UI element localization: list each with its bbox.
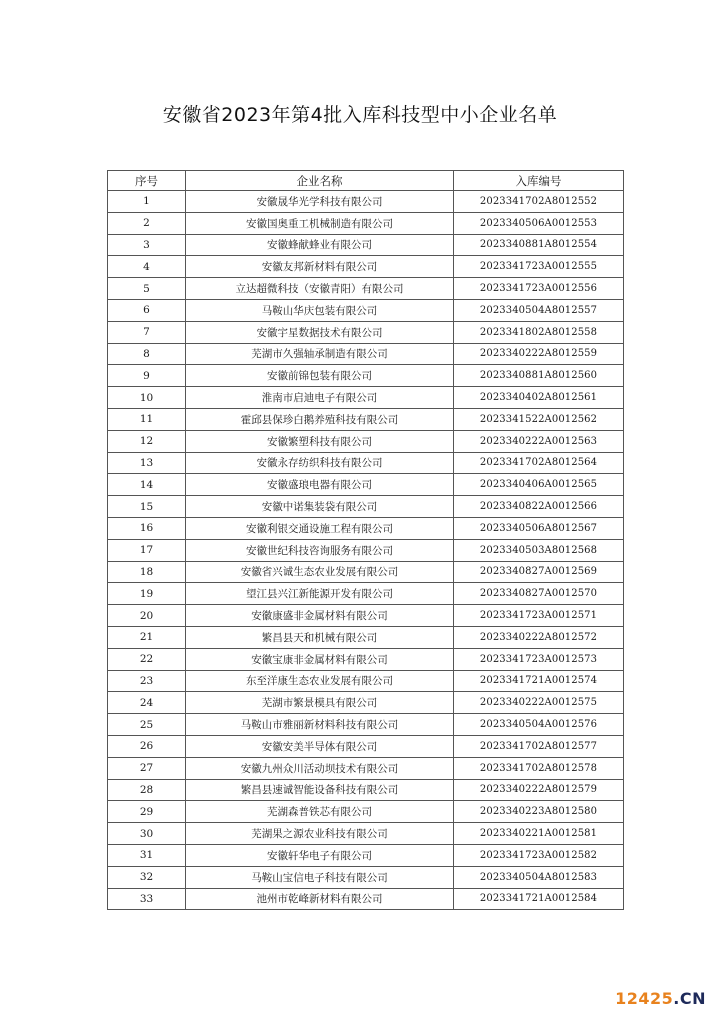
row-index: 13 <box>108 452 186 474</box>
row-index: 25 <box>108 714 186 736</box>
table-row <box>108 256 624 278</box>
table-row <box>108 757 624 779</box>
site-watermark <box>615 989 706 1008</box>
row-index: 14 <box>108 474 186 496</box>
row-registration-number: 2023340402A8012561 <box>454 387 624 409</box>
row-registration-number: 2023340827A0012570 <box>454 583 624 605</box>
row-registration-number: 2023340506A0012553 <box>454 212 624 234</box>
row-company-name: 安徽宝康非金属材料有限公司 <box>186 648 454 670</box>
row-registration-number: 2023341702A8012564 <box>454 452 624 474</box>
row-company-name: 东至洋康生态农业发展有限公司 <box>186 670 454 692</box>
table-row <box>108 299 624 321</box>
table-row <box>108 517 624 539</box>
row-company-name: 安徽中诺集装袋有限公司 <box>186 496 454 518</box>
row-company-name: 安徽友邦新材料有限公司 <box>186 256 454 278</box>
row-index: 22 <box>108 648 186 670</box>
row-registration-number: 2023340222A8012572 <box>454 626 624 648</box>
row-index: 31 <box>108 844 186 866</box>
row-registration-number: 2023340221A0012581 <box>454 823 624 845</box>
row-registration-number: 2023340504A8012583 <box>454 866 624 888</box>
table-row <box>108 387 624 409</box>
row-company-name: 霍邱县保珍白鹅养殖科技有限公司 <box>186 408 454 430</box>
row-index: 17 <box>108 539 186 561</box>
row-company-name: 芜湖市繁景模具有限公司 <box>186 692 454 714</box>
table-row <box>108 801 624 823</box>
table-row <box>108 670 624 692</box>
row-registration-number: 2023340222A8012579 <box>454 779 624 801</box>
row-company-name: 淮南市启迪电子有限公司 <box>186 387 454 409</box>
row-index: 29 <box>108 801 186 823</box>
table-row <box>108 278 624 300</box>
row-registration-number: 2023341702A8012552 <box>454 191 624 213</box>
table-body <box>108 191 624 910</box>
row-registration-number: 2023340504A0012576 <box>454 714 624 736</box>
company-table <box>107 170 624 910</box>
table-row <box>108 866 624 888</box>
row-registration-number: 2023341802A8012558 <box>454 321 624 343</box>
row-registration-number: 2023340504A8012557 <box>454 299 624 321</box>
row-registration-number: 2023340822A0012566 <box>454 496 624 518</box>
row-registration-number: 2023341723A0012555 <box>454 256 624 278</box>
row-company-name: 安徽安美半导体有限公司 <box>186 735 454 757</box>
row-index: 1 <box>108 191 186 213</box>
header-registration-number: 入库编号 <box>454 171 624 191</box>
table-row <box>108 408 624 430</box>
table-row <box>108 212 624 234</box>
row-company-name: 安徽繁塑科技有限公司 <box>186 430 454 452</box>
row-index: 2 <box>108 212 186 234</box>
row-index: 10 <box>108 387 186 409</box>
row-index: 18 <box>108 561 186 583</box>
watermark-number: 12425 <box>615 989 674 1008</box>
table-header-row <box>108 171 624 191</box>
row-company-name: 安徽晟华光学科技有限公司 <box>186 191 454 213</box>
row-index: 15 <box>108 496 186 518</box>
row-index: 8 <box>108 343 186 365</box>
table-row <box>108 692 624 714</box>
table-row <box>108 735 624 757</box>
row-company-name: 立达超微科技（安徽青阳）有限公司 <box>186 278 454 300</box>
row-company-name: 芜湖市久强轴承制造有限公司 <box>186 343 454 365</box>
header-index: 序号 <box>108 171 186 191</box>
row-registration-number: 2023340827A0012569 <box>454 561 624 583</box>
row-registration-number: 2023340222A0012563 <box>454 430 624 452</box>
table-row <box>108 365 624 387</box>
row-company-name: 安徽盛琅电器有限公司 <box>186 474 454 496</box>
row-index: 11 <box>108 408 186 430</box>
row-index: 20 <box>108 605 186 627</box>
table-row <box>108 844 624 866</box>
row-registration-number: 2023340406A0012565 <box>454 474 624 496</box>
row-registration-number: 2023340222A8012559 <box>454 343 624 365</box>
row-company-name: 安徽国奥重工机械制造有限公司 <box>186 212 454 234</box>
row-registration-number: 2023341702A8012578 <box>454 757 624 779</box>
table-row <box>108 779 624 801</box>
header-company-name: 企业名称 <box>186 171 454 191</box>
row-company-name: 安徽轩华电子有限公司 <box>186 844 454 866</box>
table-row <box>108 343 624 365</box>
row-index: 21 <box>108 626 186 648</box>
row-index: 23 <box>108 670 186 692</box>
row-company-name: 望江县兴江新能源开发有限公司 <box>186 583 454 605</box>
row-company-name: 芜湖森普铁芯有限公司 <box>186 801 454 823</box>
row-registration-number: 2023341522A0012562 <box>454 408 624 430</box>
row-company-name: 池州市乾峰新材料有限公司 <box>186 888 454 910</box>
table-row <box>108 496 624 518</box>
row-company-name: 安徽永存纺织科技有限公司 <box>186 452 454 474</box>
row-company-name: 繁昌县速诚智能设备科技有限公司 <box>186 779 454 801</box>
row-company-name: 安徽九州众川活动坝技术有限公司 <box>186 757 454 779</box>
row-index: 4 <box>108 256 186 278</box>
table-row <box>108 452 624 474</box>
row-index: 30 <box>108 823 186 845</box>
table-row <box>108 888 624 910</box>
table-row <box>108 823 624 845</box>
table-row <box>108 583 624 605</box>
row-company-name: 马鞍山市雅丽新材料科技有限公司 <box>186 714 454 736</box>
row-company-name: 安徽世纪科技咨询服务有限公司 <box>186 539 454 561</box>
row-company-name: 安徽蜂献蜂业有限公司 <box>186 234 454 256</box>
row-index: 27 <box>108 757 186 779</box>
row-registration-number: 2023341723A0012571 <box>454 605 624 627</box>
row-company-name: 芜湖果之源农业科技有限公司 <box>186 823 454 845</box>
table-row <box>108 474 624 496</box>
row-company-name: 马鞍山华庆包装有限公司 <box>186 299 454 321</box>
table-row <box>108 321 624 343</box>
row-index: 12 <box>108 430 186 452</box>
table-row <box>108 605 624 627</box>
row-company-name: 安徽前锦包装有限公司 <box>186 365 454 387</box>
table-row <box>108 191 624 213</box>
table-row <box>108 648 624 670</box>
row-index: 16 <box>108 517 186 539</box>
table-row <box>108 539 624 561</box>
row-registration-number: 2023340881A8012560 <box>454 365 624 387</box>
row-index: 3 <box>108 234 186 256</box>
row-index: 28 <box>108 779 186 801</box>
table-row <box>108 714 624 736</box>
row-registration-number: 2023340503A8012568 <box>454 539 624 561</box>
row-index: 7 <box>108 321 186 343</box>
table-row <box>108 626 624 648</box>
row-index: 32 <box>108 866 186 888</box>
row-company-name: 安徽省兴诚生态农业发展有限公司 <box>186 561 454 583</box>
table-row <box>108 430 624 452</box>
row-registration-number: 2023341723A0012573 <box>454 648 624 670</box>
row-company-name: 安徽康盛非金属材料有限公司 <box>186 605 454 627</box>
row-registration-number: 2023340222A0012575 <box>454 692 624 714</box>
row-registration-number: 2023341723A0012582 <box>454 844 624 866</box>
row-company-name: 马鞍山宝信电子科技有限公司 <box>186 866 454 888</box>
row-index: 33 <box>108 888 186 910</box>
document-title: 安徽省2023年第4批入库科技型中小企业名单 <box>162 104 558 126</box>
table-row <box>108 234 624 256</box>
row-company-name: 繁昌县天和机械有限公司 <box>186 626 454 648</box>
row-index: 26 <box>108 735 186 757</box>
row-registration-number: 2023340881A8012554 <box>454 234 624 256</box>
row-registration-number: 2023340223A8012580 <box>454 801 624 823</box>
row-company-name: 安徽宇星数据技术有限公司 <box>186 321 454 343</box>
row-index: 24 <box>108 692 186 714</box>
row-registration-number: 2023341723A0012556 <box>454 278 624 300</box>
table-row <box>108 561 624 583</box>
watermark-domain: .CN <box>673 989 706 1008</box>
row-registration-number: 2023341702A8012577 <box>454 735 624 757</box>
row-registration-number: 2023341721A0012574 <box>454 670 624 692</box>
row-company-name: 安徽利银交通设施工程有限公司 <box>186 517 454 539</box>
row-index: 9 <box>108 365 186 387</box>
row-index: 5 <box>108 278 186 300</box>
row-index: 19 <box>108 583 186 605</box>
row-index: 6 <box>108 299 186 321</box>
row-registration-number: 2023340506A8012567 <box>454 517 624 539</box>
row-registration-number: 2023341721A0012584 <box>454 888 624 910</box>
